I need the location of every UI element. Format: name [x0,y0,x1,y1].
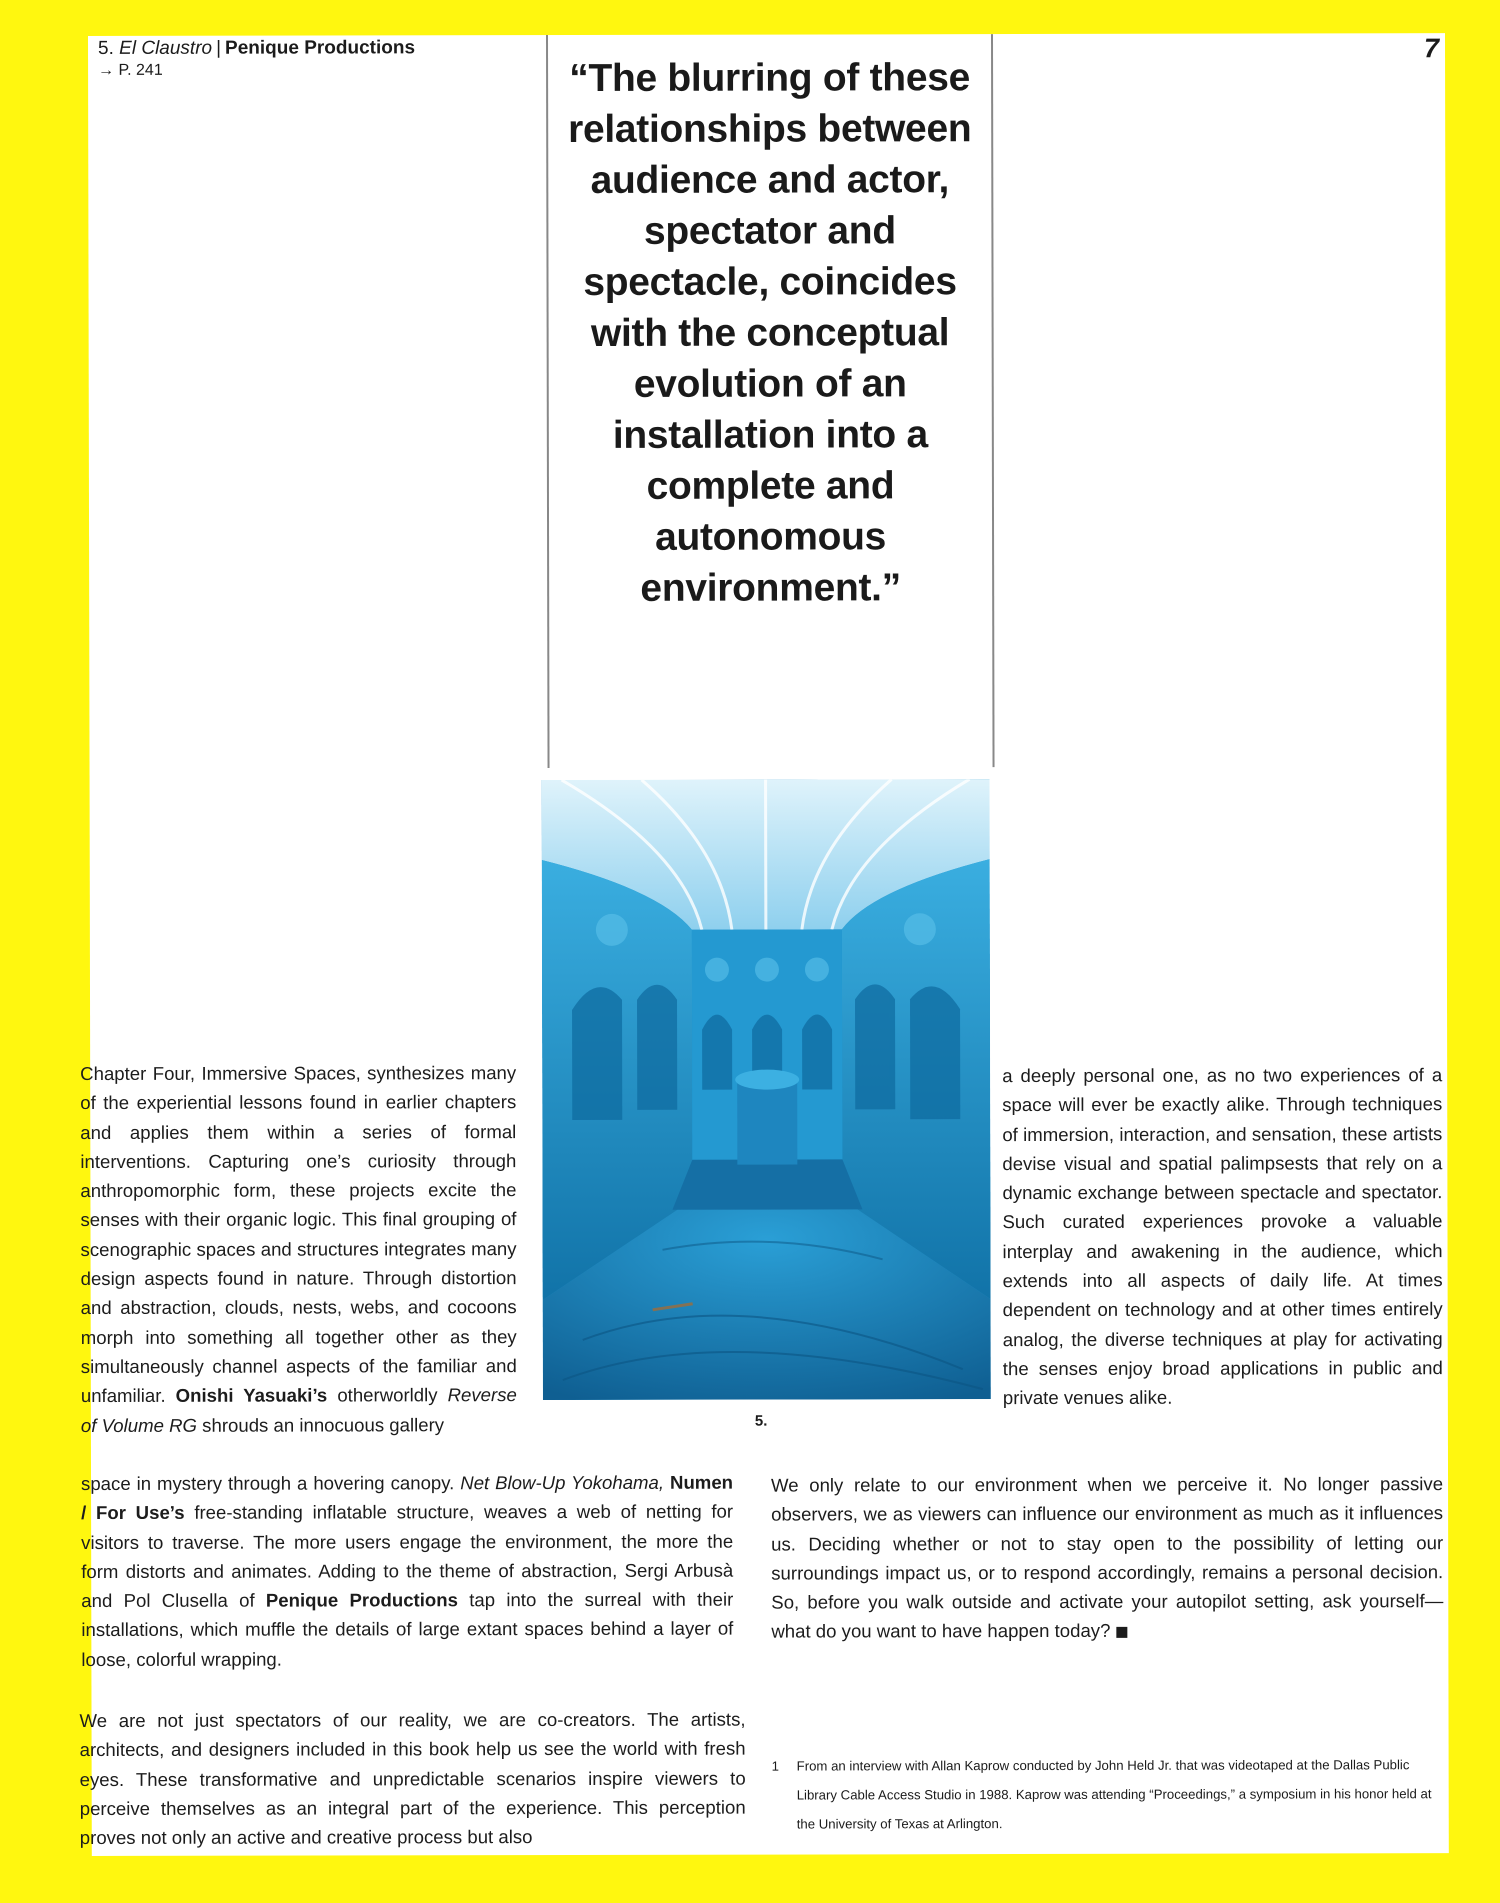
footnote-text: From an interview with Allan Kaprow conducted by John Held Jr. that was videotaped at the Dallas Public Library Cable Access Studio in 1988. Kaprow was attending “Proceedings,” a symposium in his honor held at the University of Texas at Arlington. [796,1757,1432,1832]
text-segment: shrouds an innocuous gallery [196,1413,445,1436]
text-segment: space in mystery through a hovering canopy. [81,1472,461,1495]
paragraph-1-part-2 [81,1468,733,1674]
artist-name-penique: Penique Productions [265,1589,458,1611]
text-segment: otherworldly [327,1384,448,1406]
body-column-right-wide [771,1469,1443,1646]
footnote-number: 1 [771,1758,779,1774]
text-segment: Chapter Four, Immersive Spaces, synthesizes many of the experiential lessons found in earlier chapters and applies them within a series of formal interventions. Capturing one’s curiosity through anthropomorphic form, these projects excite the senses with their organic logic. This final grouping of scenographic spaces and structures integrates many design aspects found in nature. Through distortion and abstraction, clouds, nests, webs, and cocoons morph into something all together other as they simultaneously channel aspects of the familiar and unfamiliar. [80,1062,517,1407]
artist-name-onishi: Onishi Yasuaki’s [175,1384,328,1407]
body-column-left-top [80,1058,517,1440]
caption-number: 5. [98,37,114,59]
end-mark-icon [1116,1627,1127,1638]
caption-studio: Penique Productions [225,37,416,59]
paragraph-3 [771,1469,1443,1646]
text-segment: free-standing inflatable structure, weaves a web of netting for visitors to traverse. The more users engage the environment, the more the form distorts and animates. Adding to the theme of abstraction, Sergi Arbusà and Pol Clusella of [81,1500,734,1612]
photo-illustration [542,779,991,1400]
artist-name-numen: Numen / For Use’s [81,1471,734,1524]
book-page [79,33,1449,1856]
caption-page-ref: → P. 241 [98,61,163,79]
text-segment: tap into the surreal with their installations, which muffle the details of large extant spaces behind a layer of loose, colorful wrapping. [81,1588,734,1670]
caption-separator: | [216,37,222,59]
body-column-left-wide [81,1468,733,1674]
work-title-reverse: Reverse of Volume RG [80,1384,517,1436]
body-column-right-top [1002,1060,1443,1412]
caption-title: El Claustro [119,37,213,59]
paragraph-2-continued: a deeply personal one, as no two experiences of a space will ever be exactly alike. Through techniques of immersion, interaction, and sensation, these artists devise visual and spatial palimpsests that rely on a dynamic exchange between spectacle and spectator. Such curated experiences provoke a valuable interplay and awakening in the audience, which extends into all aspects of daily life. At times dependent on technology and at other times entirely analog, the diverse techniques at play for activating the senses enjoy broad applications in public and private venues alike. [1002,1064,1443,1409]
paragraph-1-part-1 [80,1058,517,1440]
page-number: 7 [1423,33,1440,64]
text-segment: We only relate to our environment when we perceive it. No longer passive observers, we as viewers can influence our environment as much as it influences us. Deciding whether or not to stay open to the possibility of letting our surroundings impact us, or to respond accordingly, remains a personal decision. So, before you walk outside and activate your autopilot setting, ask yourself—what do you want to have happen today? [771,1473,1444,1643]
body-column-left-bottom [79,1705,745,1853]
cloister-installation-photo [542,779,991,1400]
footnote [772,1750,1444,1838]
figure-label: 5. [754,1412,768,1430]
pull-quote-box [546,34,995,768]
pull-quote: “The blurring of these relationships between audience and actor, spectator and spectacle, coincides with the conceptual evolution of an installation into a complete and autonomous environment.” [567,56,972,610]
figure-caption [98,37,415,82]
paragraph-2: We are not just spectators of our reality, we are co-creators. The artists, architects, and designers included in this book help us see the world with fresh eyes. These transformative and unpredictable scenarios inspire viewers to perceive themselves as an integral part of the experience. This perception proves not only an active and creative process but also [79,1708,746,1849]
work-title-net-blow-up: Net Blow-Up Yokohama, [460,1471,665,1494]
